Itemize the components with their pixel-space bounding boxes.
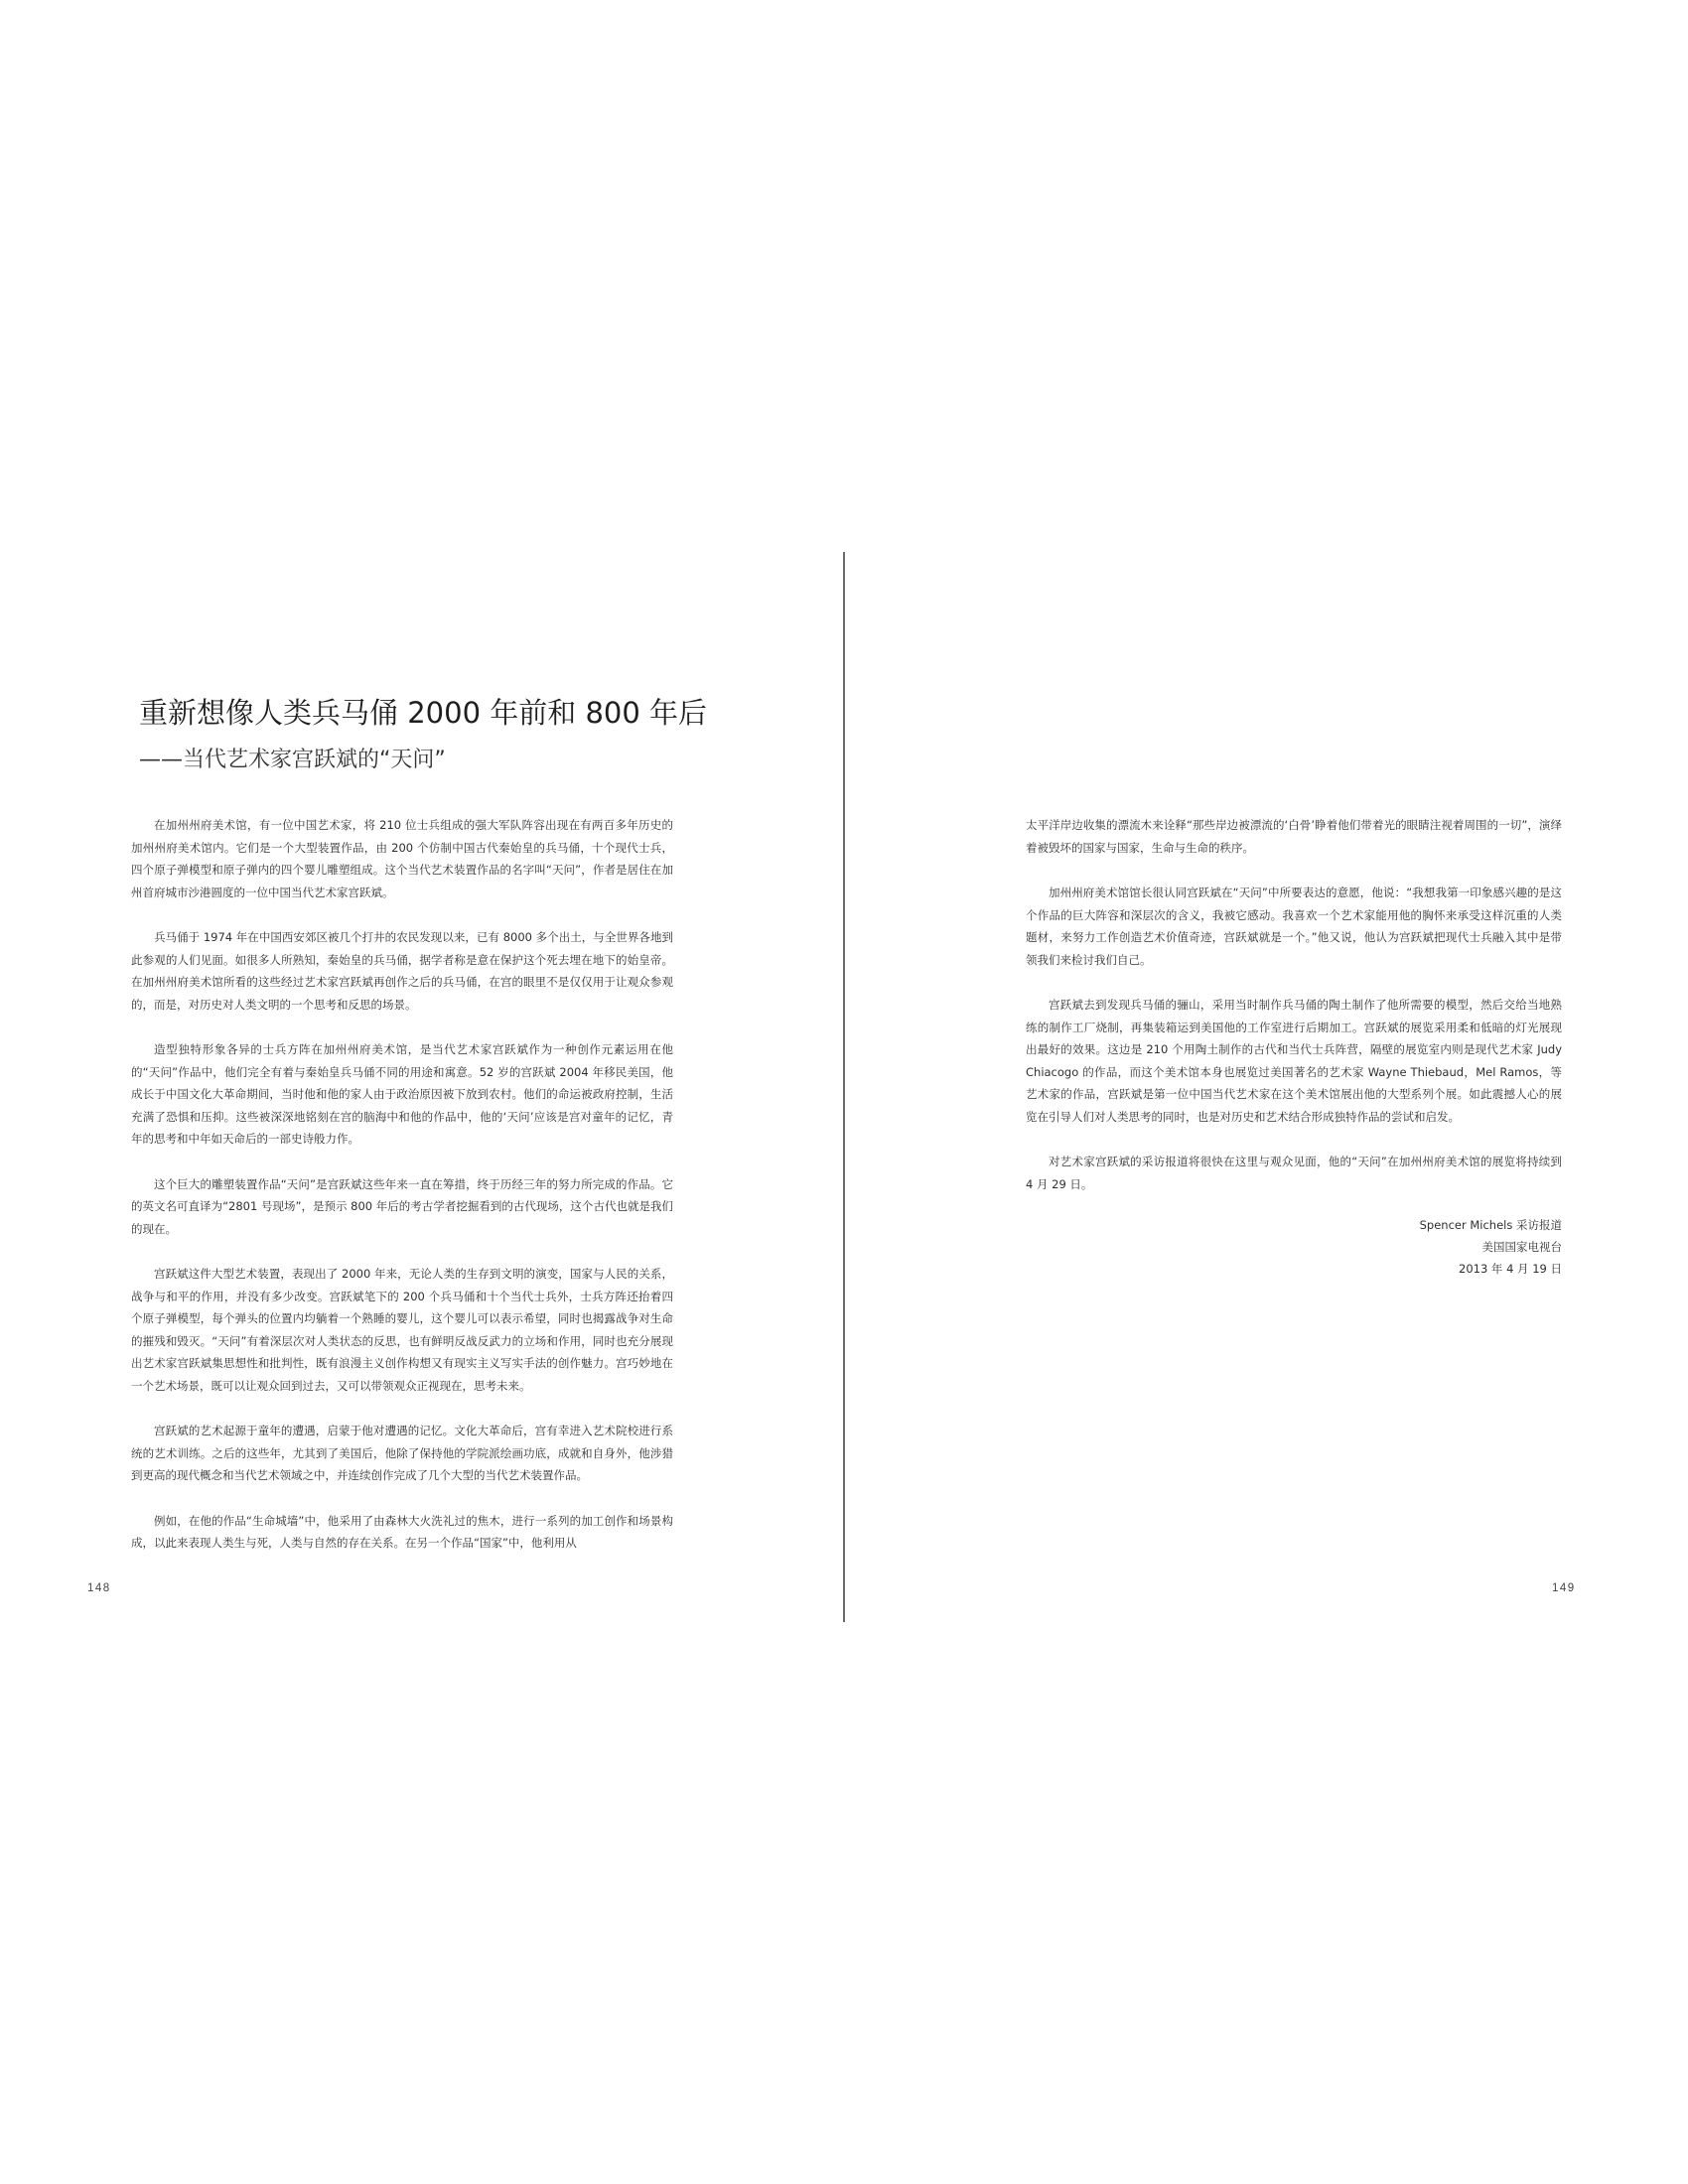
paragraph: 造型独特形象各异的士兵方阵在加州州府美术馆，是当代艺术家宫跃斌作为一种创作元素运用在他的“天问”作品中，他们完全有着与秦始皇兵马俑不同的用途和寓意。52 岁的宫跃斌 2004 年移民美国，他成长于中国文化大革命期间，当时他和他的家人由于政治原因被下放到农村。他们的命运被政府控制，生活充满了恐惧和压抑。这些被深深地铭刻在宫的脑海中和他的作品中，他的‘天问’应该是宫对童年的记忆，青年的思考和中年如天命后的一部史诗般力作。: [131, 1042, 673, 1146]
paragraph: 在加州州府美术馆，有一位中国艺术家，将 210 位士兵组成的强大军队阵容出现在有两百多年历史的加州州府美术馆内。它们是一个大型装置作品，由 200 个仿制中国古代秦始皇的兵马俑，十个现代士兵，四个原子弹模型和原子弹内的四个婴儿雕塑组成。这个当代艺术装置作品的名字叫“天问”，作者是居住在加州首府城市沙港圆度的一位中国当代艺术家宫跃斌。: [131, 818, 673, 899]
paragraph: 兵马俑于 1974 年在中国西安郊区被几个打井的农民发现以来，已有 8000 多个出土，与全世界各地到此参观的人们见面。如很多人所熟知，秦始皇的兵马俑，据学者称是意在保护这个死去埋在地下的始皇帝。在加州州府美术馆所看的这些经过艺术家宫跃斌再创作之后的兵马俑，在宫的眼里不是仅仅用于让观众参观的，而是，对历史对人类文明的一个思考和反思的场景。: [131, 930, 673, 1012]
paragraph: 加州州府美术馆馆长很认同宫跃斌在“天问”中所要表达的意愿，他说：“我想我第一印象感兴趣的是这个作品的巨大阵容和深层次的含义，我被它感动。我喜欢一个艺术家能用他的胸怀来承受这样沉重的人类题材，来努力工作创造艺术价值奇迹，宫跃斌就是一个。”他又说，他认为宫跃斌把现代士兵融入其中是带领我们来检讨我们自己。: [1026, 886, 1562, 967]
right-body-text: [1026, 814, 1562, 1218]
byline-organization: 美国国家电视台: [1481, 1240, 1562, 1254]
page-number: 149: [1552, 1582, 1576, 1594]
left-body-text: [131, 814, 673, 1577]
paragraph: 宫跃斌这件大型艺术装置，表现出了 2000 年来，无论人类的生存到文明的演变，国家与人民的关系，战争与和平的作用，并没有多少改变。宫跃斌笔下的 200 个兵马俑和十个当代士兵外，士兵方阵还抬着四个原子弹模型，每个弹头的位置内均躺着一个熟睡的婴儿，这个婴儿可以表示希望，同时也揭露战争对生命的摧残和毁灭。“天问”有着深层次对人类状态的反思，也有鲜明反战反武力的立场和作用，同时也充分展现出艺术家宫跃斌集思想性和批判性，既有浪漫主义创作构想又有现实主义写实手法的创作魅力。宫巧妙地在一个艺术场景，既可以让观众回到过去，又可以带领观众正视现在，思考未来。: [131, 1267, 673, 1393]
paragraph: 例如，在他的作品“生命城墙”中，他采用了由森林大火洗礼过的焦木，进行一系列的加工创作和场景构成，以此来表现人类生与死，人类与自然的存在关系。在另一个作品“国家”中，他利用从: [131, 1513, 673, 1550]
byline-block: [1026, 1214, 1562, 1280]
article-title: 重新想像人类兵马俑 2000 年前和 800 年后: [139, 696, 708, 730]
paragraph: 太平洋岸边收集的漂流木来诠释“那些岸边被漂流的‘白骨’睁着他们带着光的眼睛注视着周围的一切”，演绎着被毁坏的国家与国家，生命与生命的秩序。: [1026, 818, 1562, 855]
paragraph: 宫跃斌去到发现兵马俑的骊山，采用当时制作兵马俑的陶土制作了他所需要的模型，然后交给当地熟练的制作工厂烧制，再集装箱运到美国他的工作室进行后期加工。宫跃斌的展览采用柔和低暗的灯光展现出最好的效果。这边是 210 个用陶土制作的古代和当代士兵阵营，隔壁的展览室内则是现代艺术家 Judy Chiacogo 的作品，而这个美术馆本身也展览过美国著名的艺术家 Wayne Thiebaud，Mel Ramos，等艺术家的作品，宫跃斌是第一位中国当代艺术家在这个美术馆展出他的大型系列个展。如此震撼人心的展览在引导人们对人类思考的同时，也是对历史和艺术结合形成独特作品的尝试和启发。: [1026, 998, 1562, 1124]
byline-date: 2013 年 4 月 19 日: [1459, 1262, 1562, 1276]
paragraph: 这个巨大的雕塑装置作品“天问”是宫跃斌这些年来一直在筹措，终于历经三年的努力所完成的作品。它的英文名可直译为“2801 号现场”，是预示 800 年后的考古学者挖掘看到的古代现场，这个古代也就是我们的现在。: [131, 1176, 673, 1236]
article-subtitle: ——当代艺术家宫跃斌的“天问”: [139, 748, 446, 772]
byline-author: Spencer Michels 采访报道: [1419, 1218, 1562, 1232]
page-number: 148: [87, 1582, 111, 1594]
paragraph: 对艺术家宫跃斌的采访报道将很快在这里与观众见面，他的“天问”在加州州府美术馆的展览将持续到 4 月 29 日。: [1026, 1155, 1562, 1191]
book-gutter-line: [843, 552, 845, 1622]
paragraph: 宫跃斌的艺术起源于童年的遭遇，启蒙于他对遭遇的记忆。文化大革命后，宫有幸进入艺术院校进行系统的艺术训练。之后的这些年，尤其到了美国后，他除了保持他的学院派绘画功底，成就和自身外，他涉猎到更高的现代概念和当代艺术领域之中，并连续创作完成了几个大型的当代艺术装置作品。: [131, 1424, 673, 1482]
